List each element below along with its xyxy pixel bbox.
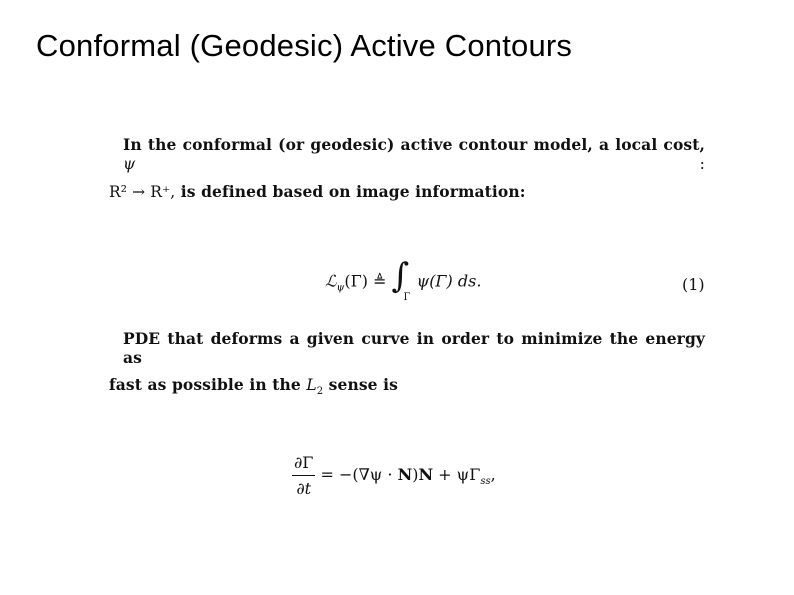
equation-1 (325, 256, 482, 303)
eq2-rhs-sub: ss (480, 476, 491, 488)
l2-math: L (306, 376, 317, 394)
eq2-normal-2: N (418, 465, 434, 484)
paragraph-2-line-2 (109, 375, 398, 397)
para2-line2-pre: fast as possible in the (109, 375, 307, 394)
eq2-normal-1: N (397, 465, 413, 484)
colon: : (699, 155, 705, 173)
eq2-rhs-part3: + ψΓ (433, 465, 481, 484)
paragraph-1-line-2 (109, 182, 526, 201)
eq2-rhs-end: , (490, 465, 496, 484)
equation-2 (292, 453, 496, 498)
l2-sub: 2 (316, 386, 324, 398)
slide-title: Conformal (Geodesic) Active Contours (36, 28, 573, 63)
integral-limit: Γ (403, 292, 411, 303)
para2-line2-post: sense is (323, 375, 398, 394)
eq2-rhs-part2: ) (412, 465, 419, 484)
psi-symbol: ψ (123, 155, 136, 173)
eq1-lhs-arg: (Γ) ≜ (344, 271, 387, 291)
paragraph-2-line-1 (123, 329, 705, 367)
para2-line1-text: PDE that deforms a given curve in order to minimize the energy as (123, 329, 705, 367)
eq1-rhs: ψ(Γ) ds. (416, 271, 482, 291)
para1-line2-text: is defined based on image information: (175, 182, 526, 201)
fraction-denominator: ∂t (296, 479, 312, 498)
eq1-lhs: ℒ (325, 271, 337, 291)
para1-text: In the conformal (or geodesic) active contour model, a local cost, (123, 135, 705, 154)
integral-symbol: ∫ Γ (391, 256, 411, 303)
mapping-math: R² → R⁺, (109, 183, 176, 201)
partial-fraction (292, 453, 315, 498)
paragraph-1-line-1 (123, 135, 705, 173)
fraction-numerator: ∂Γ (292, 453, 315, 476)
equation-1-number: (1) (682, 275, 705, 294)
eq1-lhs-sub: ψ (336, 282, 345, 294)
eq2-rhs-part1: = −(∇ψ · (315, 465, 398, 484)
